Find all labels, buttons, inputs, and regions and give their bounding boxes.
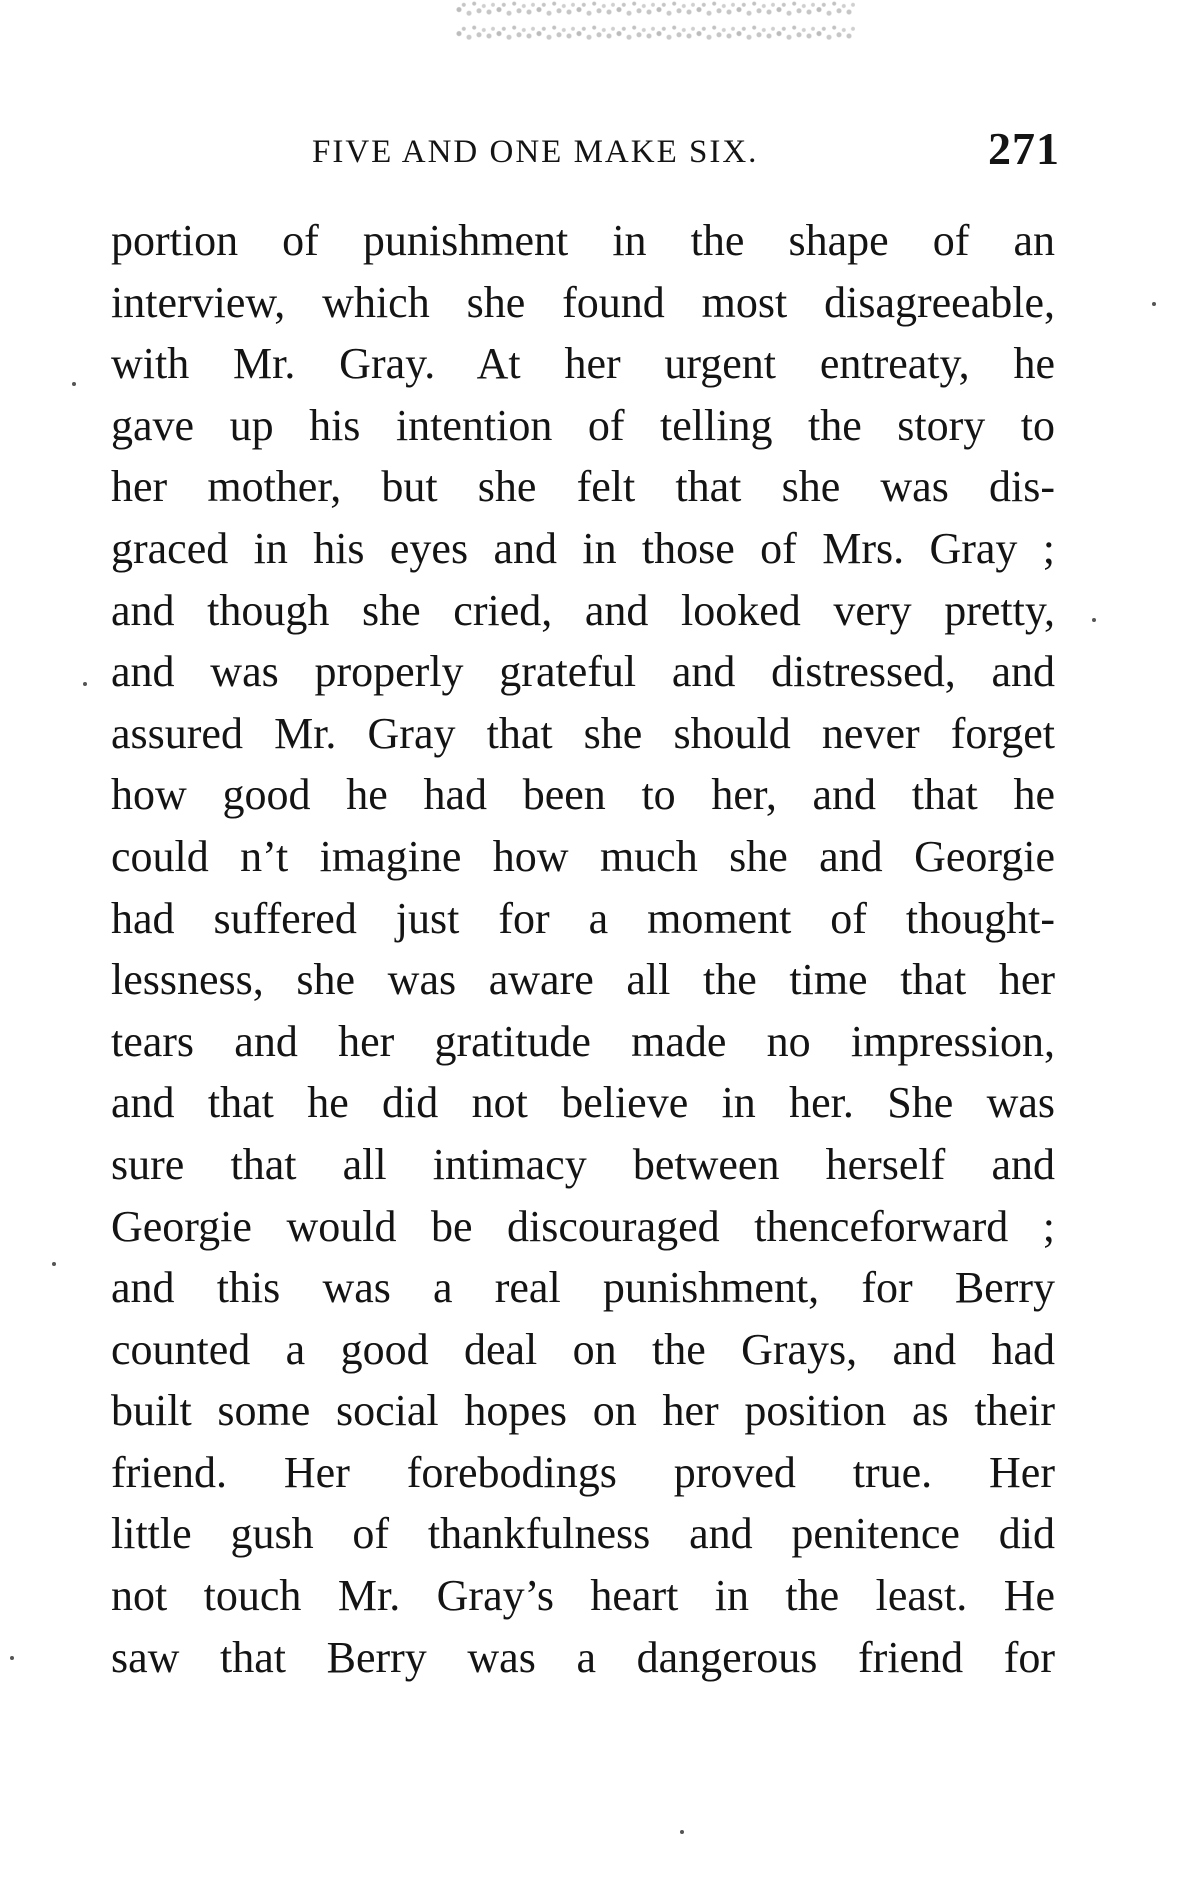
text-line: interview, which she found most disagreeable, <box>111 277 1055 327</box>
text-line: assured Mr. Gray that she should never forget <box>111 708 1055 758</box>
text-line: little gush of thankfulness and penitence did <box>111 1509 1055 1559</box>
text-line: friend. Her forebodings proved true. Her <box>111 1447 1055 1497</box>
body-text <box>111 210 1055 1688</box>
margin-speck <box>72 382 76 386</box>
margin-speck <box>10 1656 14 1660</box>
text-line: gave up his intention of telling the story to <box>111 400 1055 450</box>
text-line: her mother, but she felt that she was dis- <box>111 462 1055 512</box>
text-line: built some social hopes on her position as their <box>111 1386 1055 1436</box>
text-line: sure that all intimacy between herself and <box>111 1139 1055 1189</box>
text-line: portion of punishment in the shape of an <box>111 216 1055 265</box>
margin-speck <box>83 682 87 686</box>
margin-speck <box>1092 618 1096 622</box>
text-line: with Mr. Gray. At her urgent entreaty, he <box>111 339 1055 389</box>
margin-speck <box>1152 302 1156 306</box>
text-line: saw that Berry was a dangerous friend for <box>111 1632 1055 1682</box>
running-head: FIVE AND ONE MAKE SIX. <box>312 134 759 170</box>
text-line: could n’t imagine how much she and Georgie <box>111 831 1055 881</box>
page-header <box>300 122 1060 182</box>
margin-speck <box>52 1262 56 1266</box>
text-line: and that he did not believe in her. She was <box>111 1078 1055 1128</box>
text-line: and though she cried, and looked very pretty, <box>111 585 1055 635</box>
text-line: how good he had been to her, and that he <box>111 770 1055 820</box>
text-line: counted a good deal on the Grays, and had <box>111 1324 1055 1374</box>
text-line: Georgie would be discouraged thenceforward ; <box>111 1201 1055 1251</box>
page-number: 271 <box>988 123 1060 174</box>
scan-speckle-decoration <box>455 0 855 48</box>
margin-speck <box>680 1830 684 1834</box>
text-line: and this was a real punishment, for Berry <box>111 1263 1055 1313</box>
text-line: not touch Mr. Gray’s heart in the least. He <box>111 1571 1055 1621</box>
text-line: lessness, she was aware all the time that her <box>111 955 1055 1005</box>
text-line: tears and her gratitude made no impression, <box>111 1016 1055 1066</box>
text-line: graced in his eyes and in those of Mrs. Gray ; <box>111 523 1055 573</box>
text-line: and was properly grateful and distressed, and <box>111 647 1055 697</box>
text-line: had suffered just for a moment of thought- <box>111 893 1055 943</box>
